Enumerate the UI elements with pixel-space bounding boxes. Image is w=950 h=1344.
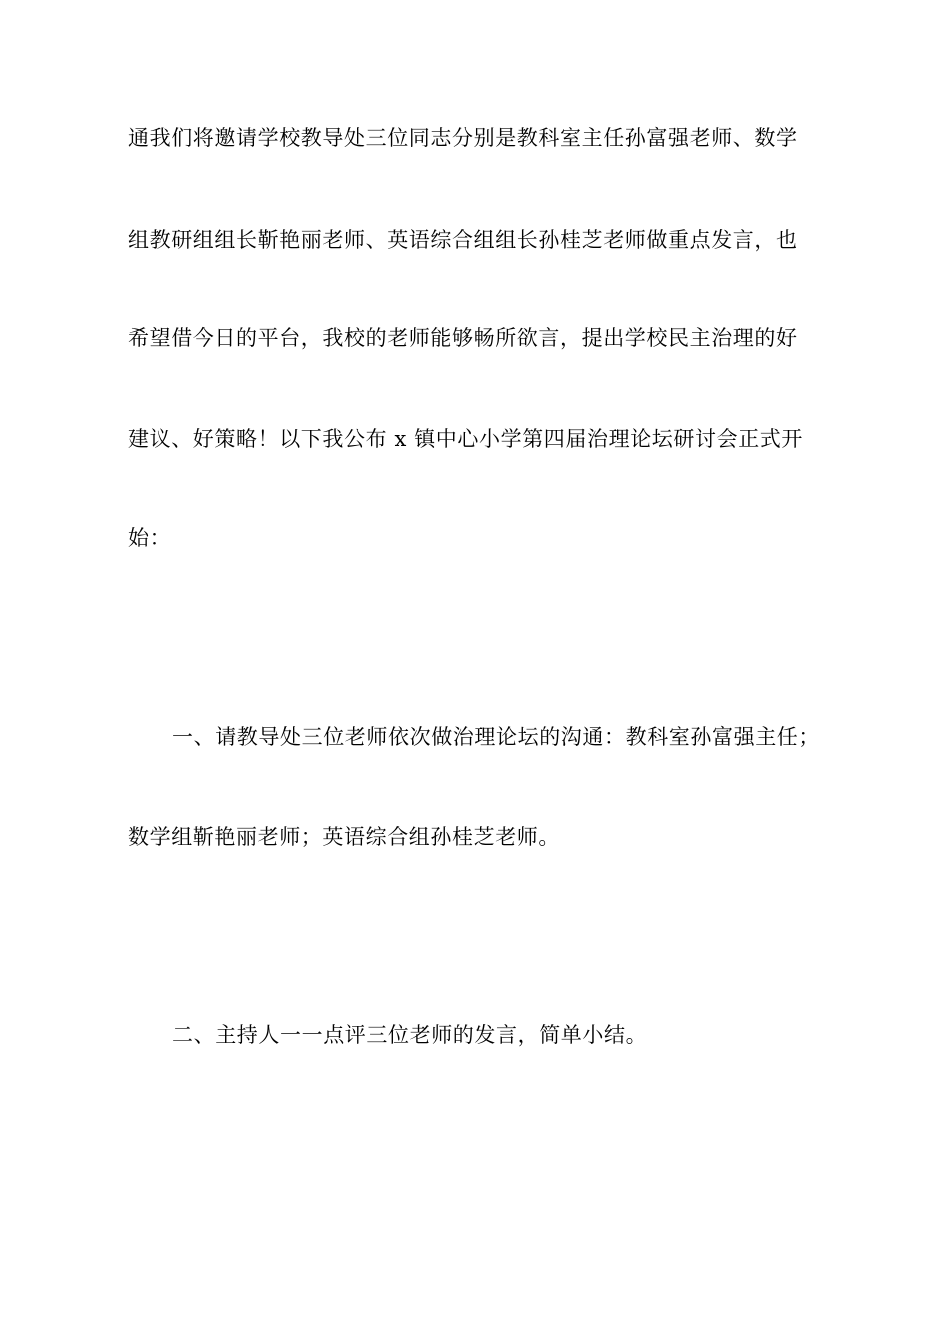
list-item-line: 一、请教导处三位老师依次做治理论坛的沟通：教科室孙富强主任； bbox=[172, 725, 820, 749]
paragraph-line: 通我们将邀请学校教导处三位同志分别是教科室主任孙富强老师、数学 bbox=[128, 126, 798, 150]
paragraph-line: 希望借今日的平台，我校的老师能够畅所欲言，提出学校民主治理的好 bbox=[128, 326, 798, 350]
paragraph-line: 组教研组组长靳艳丽老师、英语综合组组长孙桂芝老师做重点发言，也 bbox=[128, 228, 798, 252]
list-item-line: 数学组靳艳丽老师；英语综合组孙桂芝老师。 bbox=[128, 825, 560, 849]
paragraph-line: 建议、好策略！以下我公布 x 镇中心小学第四届治理论坛研讨会正式开 bbox=[128, 427, 803, 451]
list-item-line: 二、主持人一一点评三位老师的发言，简单小结。 bbox=[172, 1023, 648, 1047]
paragraph-line: 始： bbox=[128, 526, 172, 550]
